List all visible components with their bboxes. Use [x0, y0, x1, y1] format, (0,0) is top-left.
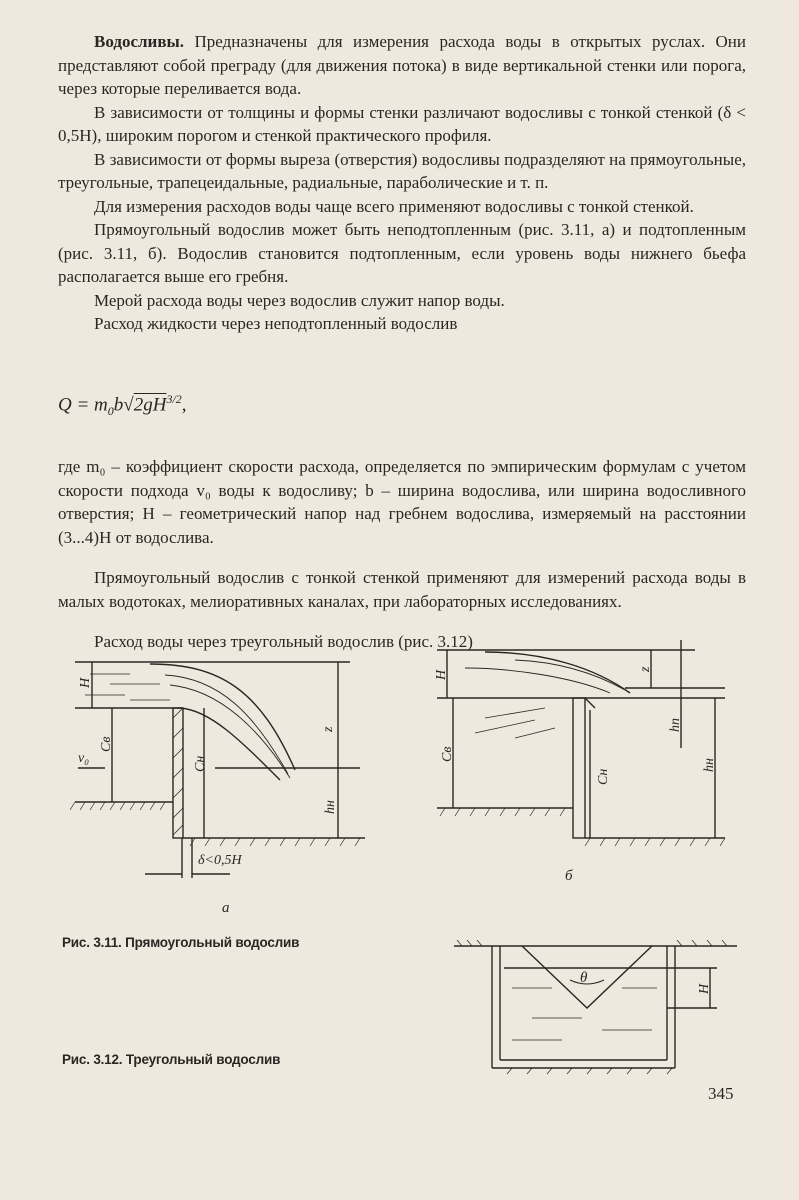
label-v0: v₀ [78, 751, 90, 766]
label-H: H [434, 669, 449, 680]
paragraph-3: В зависимости от формы выреза (отверстия) водосливы подразделяют на прямоугольные, треугольные, трапецеидальные, радиальные, параболические и т. п. [58, 149, 746, 192]
label-cn: Cн [596, 768, 611, 785]
term-vodoslivy: Водосливы. [94, 32, 185, 51]
body-text-top [58, 30, 746, 336]
label-z: z [638, 666, 653, 672]
label-hn: hн [702, 758, 717, 772]
sublabel-b: б [565, 868, 573, 883]
body-text-bottom [58, 438, 746, 671]
paragraph-10: Расход воды через треугольный водослив (рис. 3.12) [94, 632, 473, 651]
label-cv: Cв [440, 746, 455, 762]
label-theta: θ [580, 970, 588, 986]
sublabel-a: а [222, 900, 230, 916]
paragraph-7: Расход жидкости через неподтопленный водослив [94, 314, 458, 333]
label-cn: Cн [193, 755, 208, 772]
paragraph-9: Прямоугольный водослив с тонкой стенкой применяют для измерений расхода воды в малых водотоках, мелиоративных каналах, при лабораторных исследованиях. [58, 568, 746, 611]
figure-3-11-a [70, 650, 380, 920]
figure-3-12 [452, 940, 742, 1075]
caption-fig-3-11: Рис. 3.11. Прямоугольный водослив [62, 935, 300, 950]
discharge-formula: $Q = m_0b√2gH^{3/2}$, [58, 392, 187, 419]
label-H: H [697, 983, 712, 994]
paragraph-2: В зависимости от толщины и формы стенки различают водосливы с тонкой стенкой (δ < 0,5H), широким порогом и стенкой практического профиля. [58, 102, 746, 145]
label-hn: hн [323, 800, 338, 814]
page-number: 345 [708, 1084, 734, 1103]
paragraph-5: Прямоугольный водослив может быть неподтопленным (рис. 3.11, а) и подтопленным (рис. 3.11, б). Водослив становится подтопленным, если уровень воды нижнего бьефа располагается выше его гребня. [58, 220, 746, 286]
label-hp: hп [668, 718, 683, 732]
paragraph-1: Водосливы. Предназначены для измерения расхода воды в открытых руслах. Они представляют собой преграду (для движения потока) в виде вертикальной стенки или порога, через которые переливается вода. [58, 32, 746, 98]
label-H: H [78, 677, 93, 688]
paragraph-6: Мерой расхода воды через водослив служит напор воды. [94, 290, 505, 310]
figure-3-11-b [425, 638, 750, 883]
label-cv: Cв [99, 736, 114, 752]
caption-fig-3-12: Рис. 3.12. Треугольный водослив [62, 1052, 281, 1067]
paragraph-8: где m₀ – коэффициент скорости расхода, определяется по эмпирическим формулам с учетом скорости подхода v₀ воды к водосливу; b – ширина водослива, или ширина водосливного отверстия; H – геометрический напор над гребнем водослива, измеряемый на расстоянии (3...4)H от водослива. [58, 457, 746, 547]
paragraph-4: Для измерения расходов воды чаще всего применяют водосливы с тонкой стенкой. [94, 196, 694, 216]
label-delta: δ<0,5H [198, 853, 242, 868]
label-z: z [321, 726, 336, 732]
